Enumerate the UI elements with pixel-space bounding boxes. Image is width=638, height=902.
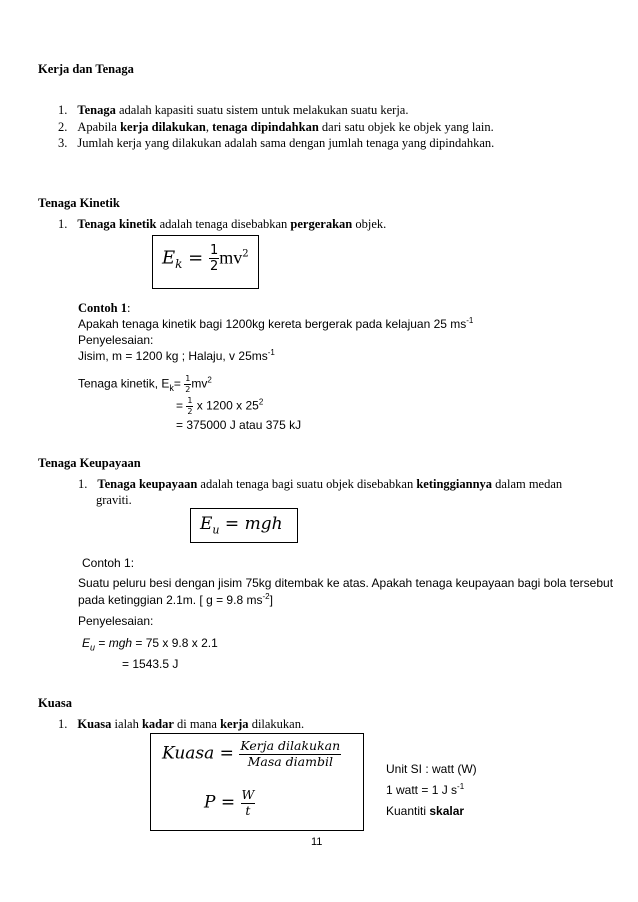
kinetik-calc-line-3: = 375000 J atau 375 kJ	[176, 418, 302, 432]
quantity-type: Kuantiti skalar	[386, 804, 465, 818]
page-number: 11	[311, 836, 323, 848]
keupayaan-calc-line-2: = 1543.5 J	[122, 657, 179, 671]
kinetic-energy-formula: $E_k$ = $\frac{1}{2}$ $mv^2$	[162, 243, 249, 274]
heading-tenaga-keupayaan: Tenaga Keupayaan	[38, 456, 141, 470]
keupayaan-solution-label: Penyelesaian:	[78, 614, 154, 628]
kinetik-calc-line-2: = $\frac{1}{2}$ x 1200 x $25^2$	[176, 396, 264, 416]
keupayaan-example-question-2: pada ketinggian 2.1m. [ g = 9.8 $ms^{-2}$]	[78, 592, 273, 607]
potential-energy-formula: $E_u$ = mgh	[200, 514, 283, 537]
kinetik-given: Jisim, m = 1200 kg ; Halaju, v $25ms^{-1}$	[78, 348, 275, 363]
kuasa-item-1: 1. Kuasa ialah kadar di mana kerja dilakukan.	[58, 717, 305, 731]
kinetik-example-question: Apakah tenaga kinetik bagi 1200kg kereta bergerak pada kelajuan 25 $ms^{-1}$	[78, 316, 474, 331]
intro-item-2: 2. Apabila kerja dilakukan, tenaga dipindahkan dari satu objek ke objek yang lain.	[58, 120, 494, 134]
si-unit-note: Unit SI : watt (W)	[386, 762, 477, 776]
keupayaan-item-1-cont: graviti.	[96, 493, 132, 507]
kinetik-calc-line-1: Tenaga kinetik, $E_k=$ $\frac{1}{2}$ $mv^2$	[78, 374, 212, 394]
watt-definition: 1 watt = 1 J $s^{-1}$	[386, 782, 465, 797]
keupayaan-example-question-1: Suatu peluru besi dengan jisim 75kg ditembak ke atas. Apakah tenaga keupayaan bagi bola tersebut	[78, 576, 614, 590]
power-formula-symbols: P = $\frac{W}{t}$	[204, 787, 255, 818]
intro-item-3: 3. Jumlah kerja yang dilakukan adalah sama dengan jumlah tenaga yang dipindahkan.	[58, 136, 495, 150]
intro-item-1: 1. Tenaga adalah kapasiti suatu sistem untuk melakukan suatu kerja.	[58, 103, 409, 117]
keupayaan-calc-line-1: $E_u$ = mgh = 75 x 9.8 x 2.1	[82, 636, 218, 653]
power-formula-words: Kuasa = $\frac{\text{Kerja dilakukan}}{\text{Masa diambil}}$	[162, 738, 341, 769]
kinetik-solution-label: Penyelesaian:	[78, 333, 154, 347]
page-title: Kerja dan Tenaga	[38, 62, 134, 76]
keupayaan-item-1: 1. Tenaga keupayaan adalah tenaga bagi suatu objek disebabkan ketinggiannya dalam medan	[78, 477, 563, 491]
keupayaan-example-label: Contoh 1:	[82, 556, 135, 570]
kinetik-item-1: 1. Tenaga kinetik adalah tenaga disebabkan pergerakan objek.	[58, 217, 387, 231]
heading-kuasa: Kuasa	[38, 696, 73, 710]
kinetik-example-label: Contoh 1:	[78, 301, 131, 315]
heading-tenaga-kinetik: Tenaga Kinetik	[38, 196, 120, 210]
